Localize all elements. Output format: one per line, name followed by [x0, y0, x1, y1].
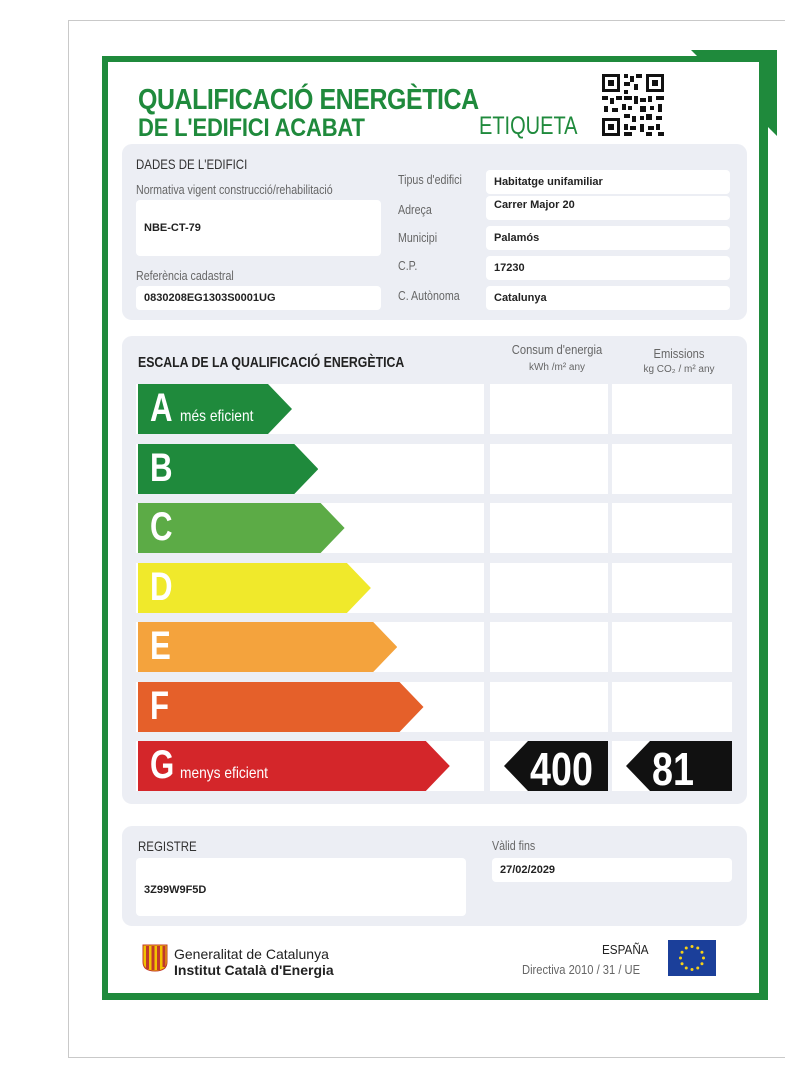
consum-header: Consum d'energia	[511, 342, 603, 357]
org-line1: Generalitat de Catalunya	[174, 946, 329, 962]
tipus-label: Tipus d'edifici	[398, 172, 462, 187]
energy-class-letter: B	[150, 445, 173, 490]
scale-section-title: ESCALA DE LA QUALIFICACIÓ ENERGÈTICA	[138, 354, 405, 371]
referencia-field	[136, 286, 381, 310]
registre-section-title: REGISTRE	[138, 838, 197, 854]
energy-class-e	[138, 622, 397, 672]
eu-star	[685, 966, 688, 969]
energy-class-b	[138, 444, 318, 494]
cp-field	[486, 256, 730, 280]
eu-star	[702, 957, 705, 960]
energy-class-g	[138, 741, 450, 791]
emissions-cell	[612, 503, 732, 553]
consum-cell	[490, 622, 608, 672]
eu-star	[679, 957, 682, 960]
energy-class-desc: menys eficient	[180, 765, 268, 782]
adreca-field	[486, 196, 730, 220]
referencia-label: Referència cadastral	[136, 268, 234, 283]
org-line2: Institut Català d'Energia	[174, 962, 334, 978]
energy-scale-panel	[122, 336, 747, 804]
eu-star	[691, 968, 694, 971]
energy-class-letter: D	[150, 564, 173, 609]
emissions-cell	[612, 563, 732, 613]
energy-class-arrow-shape	[138, 682, 424, 732]
registre-value: 3Z99W9F5D	[144, 884, 207, 896]
eu-star	[700, 951, 703, 954]
consum-cell	[490, 563, 608, 613]
consum-cell	[490, 682, 608, 732]
directive-label: Directiva 2010 / 31 / UE	[522, 962, 641, 977]
energy-class-letter: F	[150, 683, 170, 728]
title-line1: QUALIFICACIÓ ENERGÈTICA	[138, 84, 479, 116]
emissions-unit: kg CO₂ / m² any	[643, 364, 715, 375]
energy-class-letter: A	[150, 386, 173, 430]
autonoma-field	[486, 286, 730, 310]
energy-class-arrow-shape	[138, 563, 371, 613]
eu-star	[696, 947, 699, 950]
consum-unit: kWh /m² any	[528, 362, 586, 373]
consum-rating-tag	[504, 741, 608, 795]
consum-cell	[490, 384, 608, 434]
municipi-field	[486, 226, 730, 250]
cp-label: C.P.	[398, 258, 418, 273]
normativa-field	[136, 200, 381, 256]
qr-code-icon	[600, 72, 666, 138]
energy-class-letter: G	[150, 743, 175, 787]
generalitat-logo-icon	[142, 944, 168, 972]
eu-star	[685, 947, 688, 950]
valid-value: 27/02/2029	[500, 864, 556, 876]
eu-star	[681, 951, 684, 954]
energy-class-a	[138, 384, 292, 434]
energy-class-f	[138, 682, 424, 732]
registre-field	[136, 858, 466, 916]
normativa-label: Normativa vigent construcció/rehabilitació	[136, 182, 333, 197]
emissions-cell	[612, 384, 732, 434]
tipus-value: Habitatge unifamiliar	[494, 176, 603, 188]
etiqueta-label: ETIQUETA	[479, 112, 578, 140]
sheet-edge-left	[68, 20, 69, 1058]
eu-star	[691, 945, 694, 948]
energy-label-card	[108, 62, 759, 993]
eu-star	[700, 962, 703, 965]
adreca-value: Carrer Major 20	[494, 199, 575, 211]
emissions-rating-tag	[626, 741, 732, 795]
consum-cell	[490, 503, 608, 553]
country-label: ESPAÑA	[602, 942, 649, 957]
eu-star	[696, 966, 699, 969]
building-section-title: DADES DE L'EDIFICI	[136, 156, 248, 172]
energy-class-d	[138, 563, 371, 613]
energy-class-letter: C	[150, 505, 173, 549]
valid-label: Vàlid fins	[492, 838, 536, 853]
consum-rating-tag-value: 400	[530, 743, 593, 795]
energy-class-c	[138, 503, 345, 553]
sheet-edge-bottom	[68, 1057, 785, 1058]
eu-flag-icon	[668, 940, 716, 976]
emissions-rating-tag-value: 81	[652, 743, 694, 795]
autonoma-label: C. Autònoma	[398, 288, 460, 303]
cp-value: 17230	[494, 262, 525, 274]
registre-panel	[122, 826, 747, 926]
normativa-value: NBE-CT-79	[144, 222, 201, 234]
emissions-header: Emissions	[653, 346, 705, 361]
referencia-value: 0830208EG1303S0001UG	[144, 292, 276, 304]
sheet-edge-top	[68, 20, 785, 21]
energy-class-arrow-shape	[138, 622, 397, 672]
energy-class-desc: més eficient	[180, 408, 254, 425]
title-line2: DE L'EDIFICI ACABAT	[138, 114, 365, 142]
emissions-cell	[612, 444, 732, 494]
adreca-label: Adreça	[398, 202, 432, 217]
energy-label-frame	[102, 56, 768, 1000]
municipi-value: Palamós	[494, 232, 540, 244]
eu-star	[681, 962, 684, 965]
consum-cell	[490, 444, 608, 494]
valid-field	[492, 858, 732, 882]
energy-class-letter: E	[150, 624, 171, 668]
autonoma-value: Catalunya	[494, 292, 547, 304]
building-data-panel	[122, 144, 747, 320]
municipi-label: Municipi	[398, 230, 438, 245]
emissions-cell	[612, 622, 732, 672]
emissions-cell	[612, 682, 732, 732]
tipus-field	[486, 170, 730, 194]
